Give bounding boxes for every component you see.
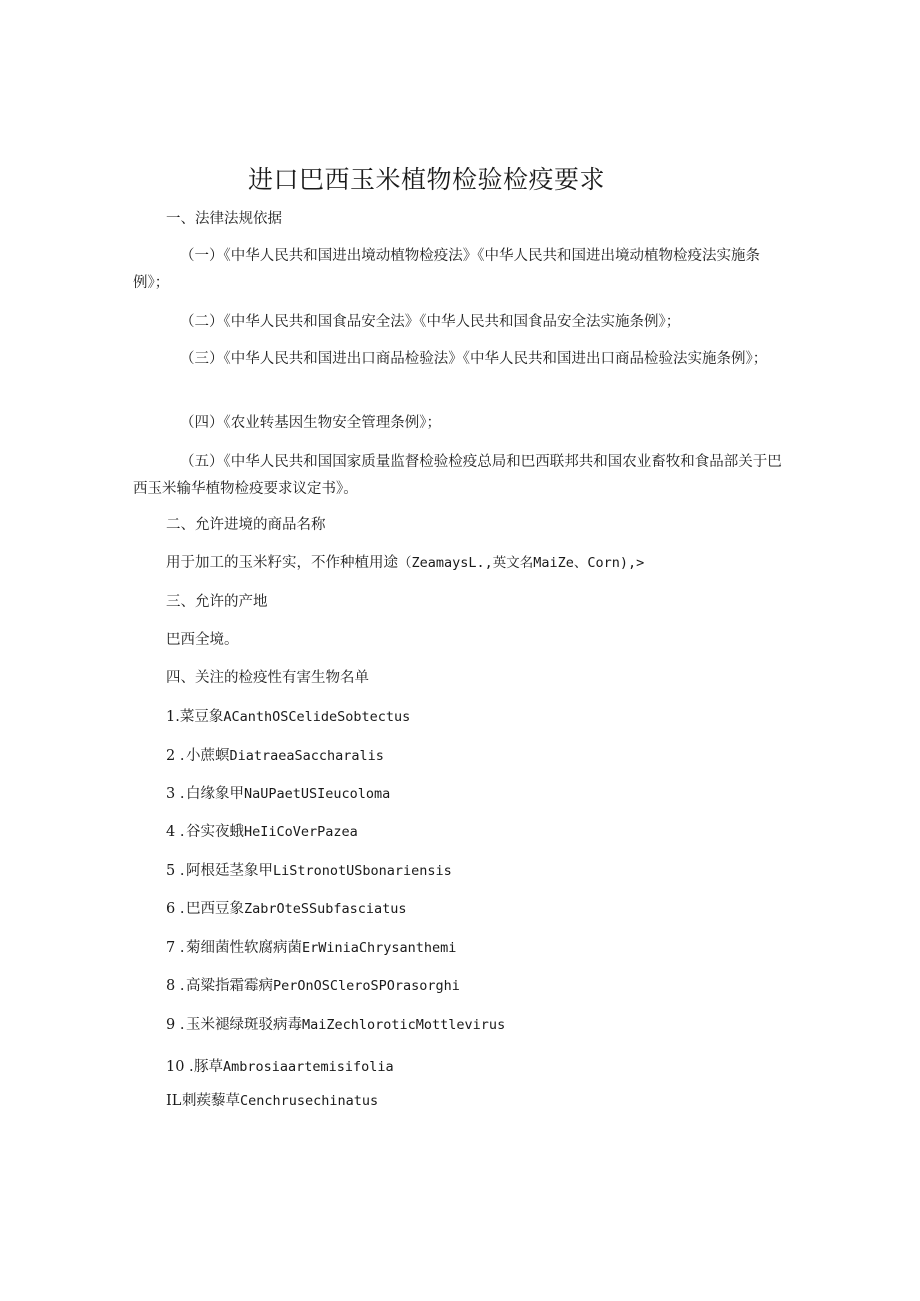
pest-number: 3 .	[166, 786, 185, 802]
pest-list-item	[166, 860, 452, 882]
pest-list-item	[166, 745, 384, 767]
pest-latin-name: HeIiCoVerPazea	[244, 824, 358, 840]
pest-list-item	[166, 937, 456, 959]
pest-latin-name: MaiZechloroticMottlevirus	[302, 1017, 506, 1033]
pest-cn-name: 白缘象甲	[186, 786, 244, 802]
legal-basis-item-3: （三）《中华人民共和国进出口商品检验法》《中华人民共和国进出口商品检验法实施条例》；	[180, 351, 768, 367]
pest-number: 9 .	[166, 1017, 185, 1033]
legal-basis-item-5: （五）《中华人民共和国国家质量监督检验检疫总局和巴西联邦共和国农业畜牧和食品部关于巴西玉米输华植物检疫要求议定书》。	[133, 454, 782, 497]
pest-number: 7 .	[166, 940, 185, 956]
pest-number: 6 .	[166, 901, 185, 917]
commodity-description	[166, 552, 644, 574]
pest-cn-name: 高粱指霜霉病	[186, 978, 273, 994]
pest-latin-name: ErWiniaChrysanthemi	[302, 940, 457, 956]
pest-list-item	[166, 898, 407, 920]
pest-number: 5 .	[166, 863, 185, 879]
pest-list-item	[166, 1014, 505, 1036]
pest-latin-name: Ambrosiaartemisifolia	[223, 1059, 394, 1075]
pest-number: 2 .	[166, 748, 185, 764]
pest-cn-name: 谷实夜蛾	[186, 824, 244, 840]
pest-list-item	[166, 1090, 378, 1112]
pest-number: 1.	[166, 709, 180, 725]
section-4-heading: 四、关注的检疫性有害生物名单	[166, 670, 369, 686]
pest-number: 10 .	[166, 1059, 194, 1075]
pest-cn-name: 巴西豆象	[186, 901, 244, 917]
pest-cn-name: 阿根廷茎象甲	[186, 863, 273, 879]
pest-latin-name: Cenchrusechinatus	[240, 1093, 379, 1109]
legal-basis-item-2: （二）《中华人民共和国食品安全法》《中华人民共和国食品安全法实施条例》；	[180, 314, 681, 330]
pest-cn-name: 小蔗螟	[186, 748, 230, 764]
pest-cn-name: 菜豆象	[179, 709, 224, 725]
pest-list-item	[166, 975, 460, 997]
legal-basis-item-4: （四）《农业转基因生物安全管理条例》；	[180, 415, 441, 431]
origin-description: 巴西全境。	[166, 632, 239, 648]
pest-cn-name: 刺蒺藜草	[182, 1093, 240, 1109]
pest-number: IL	[166, 1093, 182, 1109]
section-1-heading: 一、法律法规依据	[166, 211, 282, 227]
pest-list-item	[166, 706, 410, 728]
pest-cn-name: 玉米褪绿斑驳病毒	[186, 1017, 302, 1033]
pest-number: 8 .	[166, 978, 185, 994]
pest-latin-name: ZabrOteSSubfasciatus	[244, 901, 407, 917]
pest-latin-name: DiatraeaSaccharalis	[229, 748, 384, 764]
pest-list-item	[166, 783, 390, 805]
pest-latin-name: PerOnOSCleroSPOrasorghi	[273, 978, 460, 994]
document-title: 进口巴西玉米植物检验检疫要求	[248, 165, 606, 194]
pest-cn-name: 菊细菌性软腐病菌	[186, 940, 302, 956]
section-2-heading: 二、允许进境的商品名称	[166, 517, 326, 533]
pest-cn-name: 豚草	[194, 1059, 223, 1075]
section-3-heading: 三、允许的产地	[166, 594, 268, 610]
pest-latin-name: LiStronotUSbonariensis	[273, 863, 452, 879]
pest-list-item	[166, 821, 358, 843]
pest-latin-name: ACanthOSCelideSobtectus	[223, 709, 411, 725]
pest-latin-name: NaUPaetUSIeucoloma	[244, 786, 391, 802]
legal-basis-item-1: （一）《中华人民共和国进出境动植物检疫法》《中华人民共和国进出境动植物检疫法实施条例》；	[133, 248, 760, 291]
commodity-description-latin: （ZeamaysL.,英文名MaiZe、Corn),>	[398, 555, 645, 571]
commodity-description-cn: 用于加工的玉米籽实，不作种植用途	[166, 555, 398, 571]
pest-number: 4 .	[166, 824, 185, 840]
pest-list-item	[166, 1056, 394, 1078]
